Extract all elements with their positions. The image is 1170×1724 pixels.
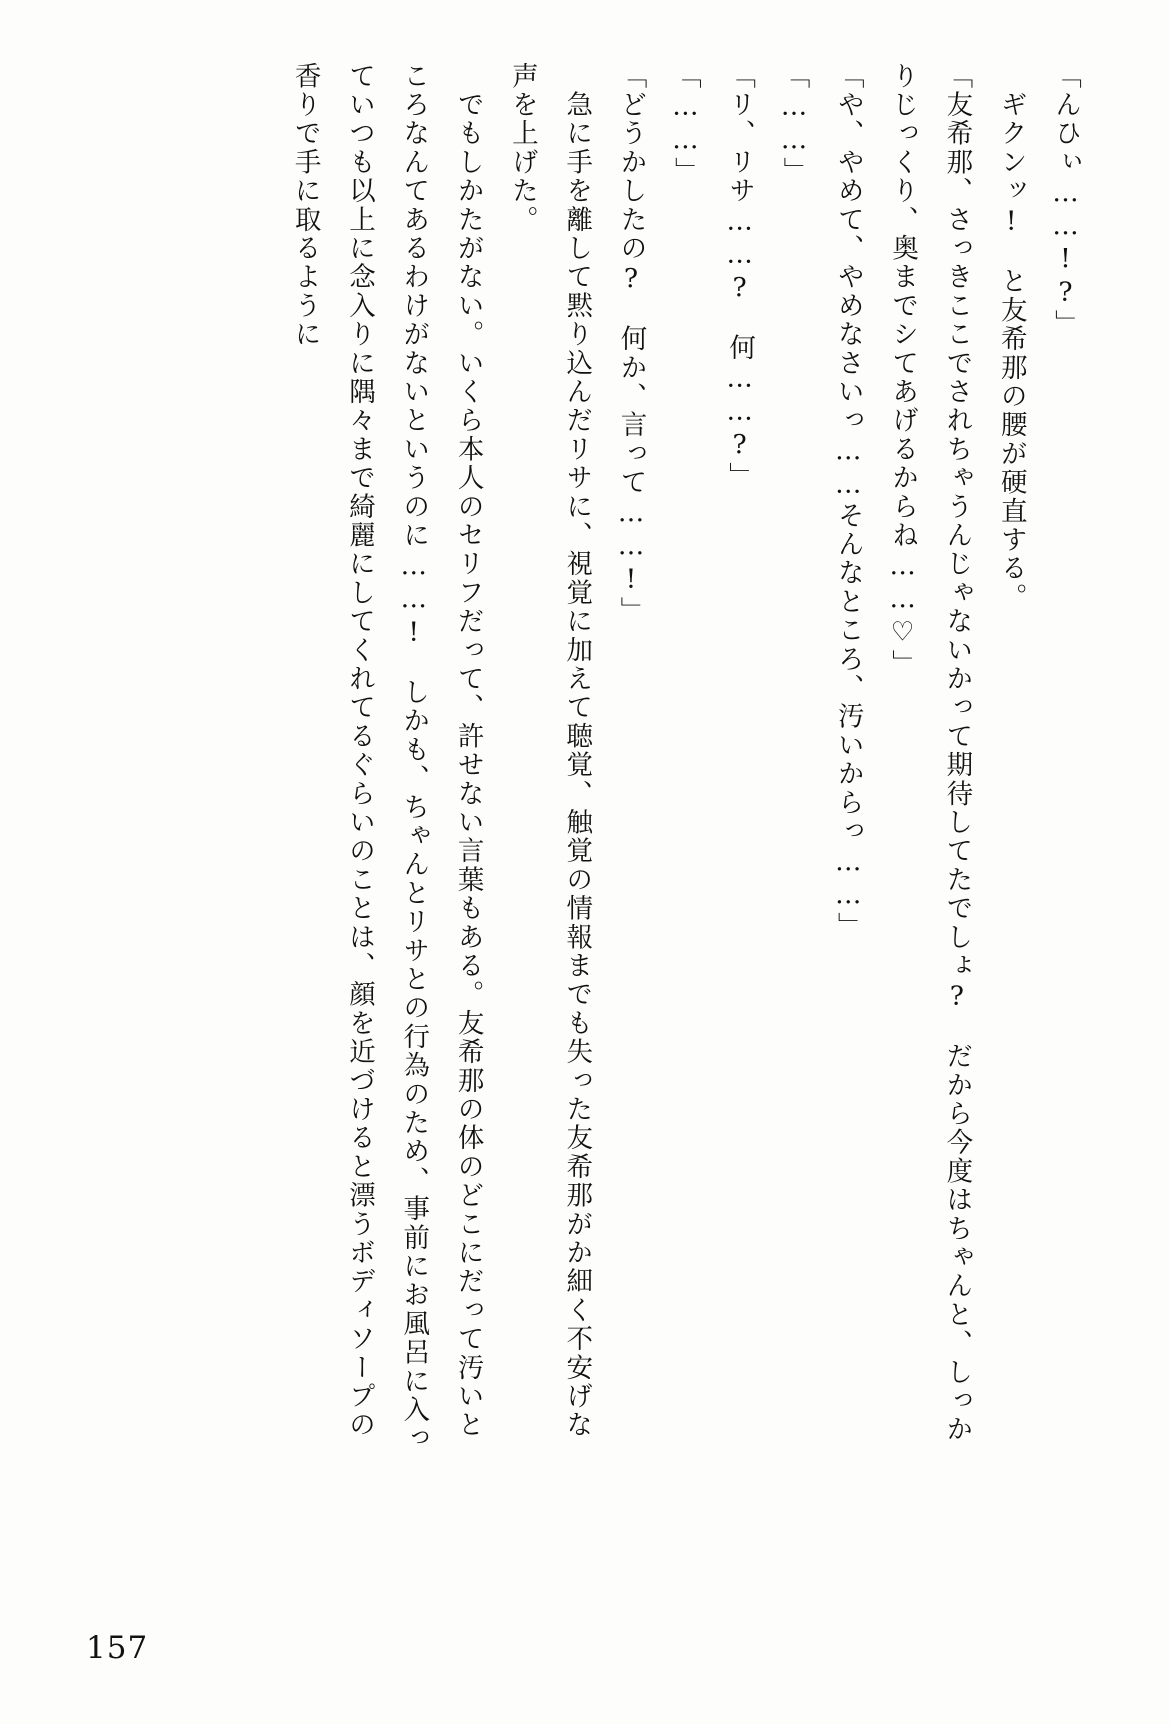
paragraph: でもしかたがない。いくら本人のセリフだって、許せない言葉もある。友希那の体のどこにだって汚いところなんてあるわけがないというのに……! しかも、ちゃんとリサとの行為のため、事前にお風呂に入っていつも以上に念入りに隅々まで綺麗にしてくれてるぐらいのことは、顔を近づけると漂うボディソープの香りで手に取るように: [289, 62, 484, 1454]
paragraph: ギクンッ! と友希那の腰が硬直する。: [995, 62, 1027, 612]
page-number: 157: [86, 1630, 149, 1666]
paragraph: 「リ、リサ……? 何……?」: [724, 62, 756, 491]
paragraph: 「どうかしたの? 何か、言って……!」: [615, 62, 647, 626]
paragraph: 「……」: [669, 62, 701, 186]
paragraph: 「……」: [778, 62, 810, 186]
paragraph: 「や、やめて、やめなさいっ……そんなところ、汚いからっ……」: [832, 62, 864, 941]
paragraph: 急に手を離して黙り込んだリサに、視覚に加えて聴覚、触覚の情報までも失った友希那がか細く不安げな声を上げた。: [506, 62, 593, 1440]
novel-body-text: [78, 62, 1092, 1462]
paragraph: 「友希那、さっきここでされちゃうんじゃないかって期待してたでしょ? だから今度はちゃんと、しっかりじっくり、奥までシてあげるからね……♡」: [887, 62, 973, 1445]
paragraph: 「んひぃ……!?」: [1050, 62, 1081, 339]
